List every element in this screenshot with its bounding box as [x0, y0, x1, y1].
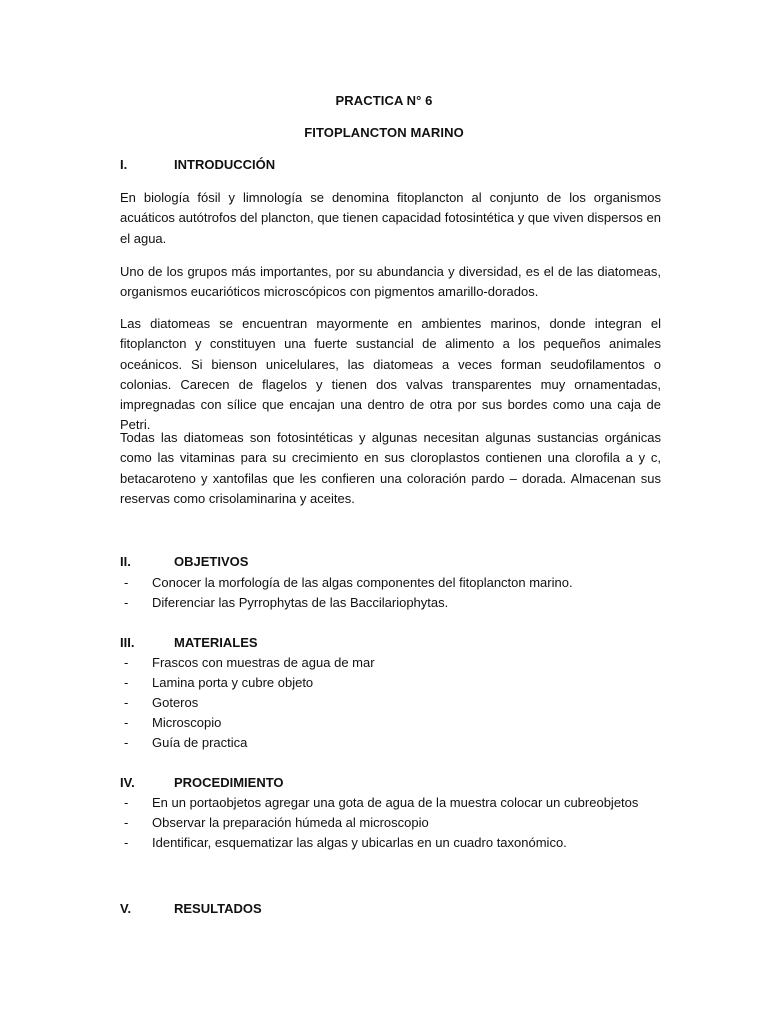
section-heading-intro: [120, 157, 275, 172]
procedimiento-list: [120, 793, 638, 853]
document-subtitle: FITOPLANCTON MARINO: [304, 125, 464, 140]
section-title: OBJETIVOS: [174, 554, 249, 569]
list-item: - Goteros: [120, 693, 375, 713]
list-item: - Identificar, esquematizar las algas y ubicarlas en un cuadro taxonómico.: [120, 833, 638, 853]
list-item: - Frascos con muestras de agua de mar: [120, 653, 375, 673]
bullet-dash: -: [124, 835, 129, 850]
bullet-dash: -: [124, 815, 129, 830]
section-number: III.: [120, 635, 135, 650]
section-heading-procedimiento: [120, 775, 284, 790]
list-item: - Conocer la morfología de las algas componentes del fitoplancton marino.: [120, 573, 573, 593]
list-item: - Diferenciar las Pyrrophytas de las Baccilariophytas.: [120, 593, 573, 613]
materiales-list: [120, 653, 375, 753]
section-title: PROCEDIMIENTO: [174, 775, 284, 790]
bullet-dash: -: [124, 595, 129, 610]
section-number: II.: [120, 554, 131, 569]
section-heading-resultados: [120, 901, 262, 916]
bullet-dash: -: [124, 715, 129, 730]
list-item: - Observar la preparación húmeda al microscopio: [120, 813, 638, 833]
section-title: MATERIALES: [174, 635, 258, 650]
intro-paragraph-4: Todas las diatomeas son fotosintéticas y algunas necesitan algunas sustancias orgánicas como las vitaminas para su crecimiento en sus cloroplastos contienen una clorofila a y c, betacaroteno y xantofilas que les confieren una coloración pardo – dorada. Almacenan sus reservas como crisolaminarina y aceites.: [120, 430, 661, 506]
intro-paragraph-1: En biología fósil y limnología se denomina fitoplancton al conjunto de los organismos acuáticos autótrofos del plancton, que tienen capacidad fotosintética y que viven dispersos en el agua.: [120, 190, 661, 246]
list-item: - Lamina porta y cubre objeto: [120, 673, 375, 693]
bullet-dash: -: [124, 655, 129, 670]
list-item: - Microscopio: [120, 713, 375, 733]
bullet-dash: -: [124, 735, 129, 750]
list-item: - En un portaobjetos agregar una gota de agua de la muestra colocar un cubreobjetos: [120, 793, 638, 813]
bullet-dash: -: [124, 795, 129, 810]
section-number: IV.: [120, 775, 135, 790]
section-number: I.: [120, 157, 128, 172]
document-title: PRACTICA N° 6: [335, 93, 433, 108]
section-heading-materiales: [120, 635, 258, 650]
section-number: V.: [120, 901, 132, 916]
section-title: RESULTADOS: [174, 901, 262, 916]
objetivos-list: [120, 573, 573, 613]
bullet-dash: -: [124, 575, 129, 590]
bullet-dash: -: [124, 695, 129, 710]
section-title: INTRODUCCIÓN: [174, 157, 276, 172]
intro-paragraph-2: Uno de los grupos más importantes, por su abundancia y diversidad, es el de las diatomeas, organismos eucarióticos microscópicos con pigmentos amarillo-dorados.: [120, 264, 661, 300]
bullet-dash: -: [124, 675, 129, 690]
list-item: - Guía de practica: [120, 733, 375, 753]
section-heading-objetivos: [120, 554, 248, 569]
intro-paragraph-3: Las diatomeas se encuentran mayormente en ambientes marinos, donde integran el fitoplancton y constituyen una fuerte sustancial de alimento a los pequeños animales oceánicos. Si bienson unicelulares, las diatomeas a veces forman seudofilamentos o colonias. Carecen de flagelos y tienen dos valvas transparentes muy ornamentadas, impregnadas con sílice que encajan una dentro de otra por sus bordes como una caja de Petri.: [120, 316, 661, 433]
